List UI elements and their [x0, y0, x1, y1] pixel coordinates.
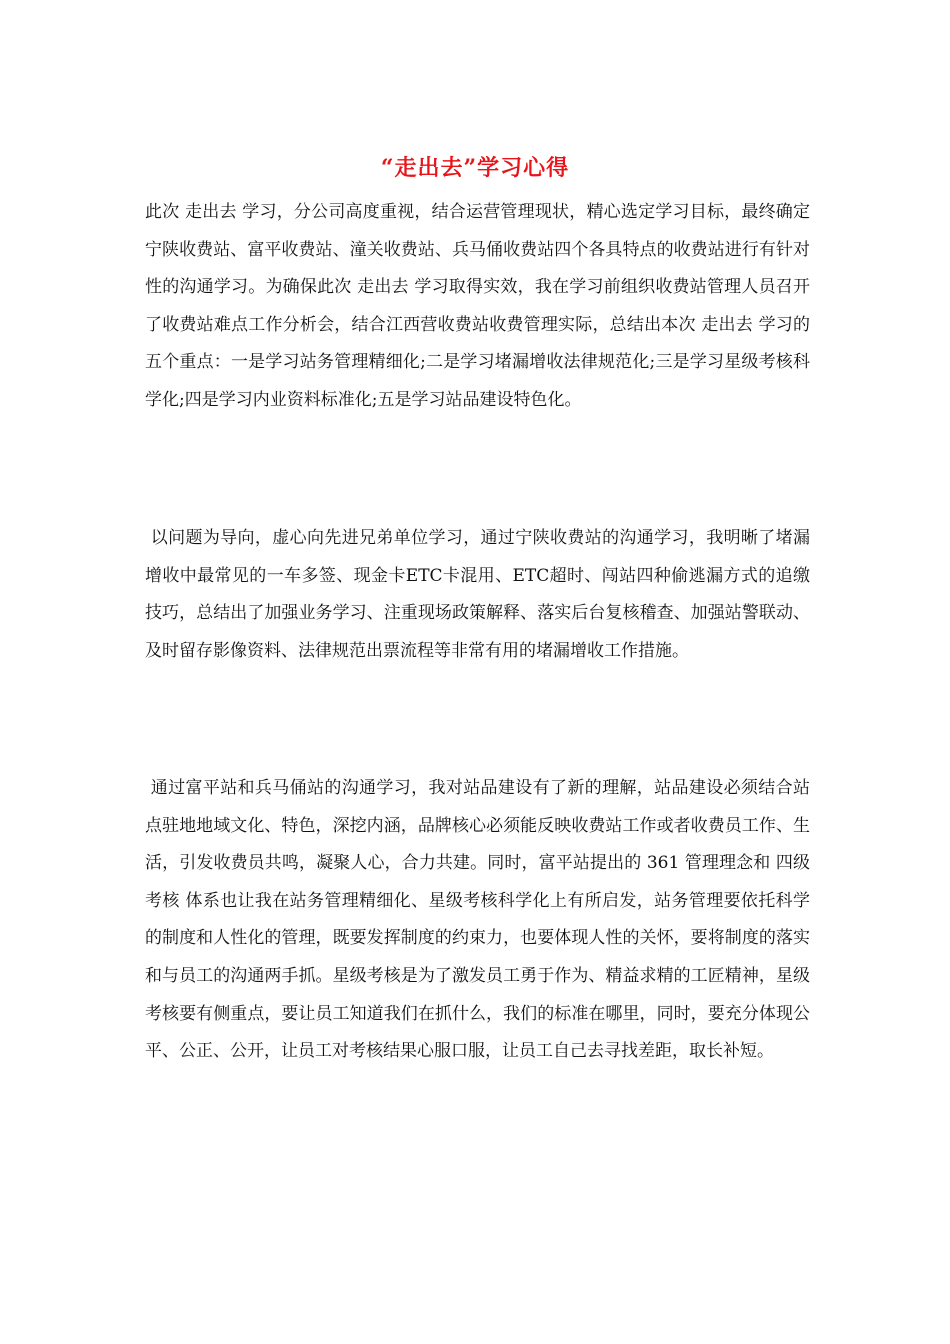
document-title: “走出去”学习心得: [380, 155, 570, 181]
paragraph-2: 以问题为导向，虚心向先进兄弟单位学习，通过宁陕收费站的沟通学习，我明晰了堵漏增收中最常见的一车多签、现金卡ETC卡混用、ETC超时、闯站四种偷逃漏方式的追缴技巧，总结出了加强业务学习、注重现场政策解释、落实后台复核稽查、加强站警联动、及时留存影像资料、法律规范出票流程等非常有用的堵漏增收工作措施。: [145, 528, 810, 661]
paragraph-1: 此次 走出去 学习，分公司高度重视，结合运营管理现状，精心选定学习目标，最终确定宁陕收费站、富平收费站、潼关收费站、兵马俑收费站四个各具特点的收费站进行有针对性的沟通学习。为确保此次 走出去 学习取得实效，我在学习前组织收费站管理人员召开了收费站难点工作分析会，结合江西营收费站收费管理实际，总结出本次 走出去 学习的五个重点：一是学习站务管理精细化;二是学习堵漏增收法律规范化;三是学习星级考核科学化;四是学习内业资料标准化;五是学习站品建设特色化。: [145, 202, 810, 410]
paragraph-3: 通过富平站和兵马俑站的沟通学习，我对站品建设有了新的理解，站品建设必须结合站点驻地地域文化、特色，深挖内涵，品牌核心必须能反映收费站工作或者收费员工作、生活，引发收费员共鸣，凝聚人心，合力共建。同时，富平站提出的 361 管理理念和 四级考核 体系也让我在站务管理精细化、星级考核科学化上有所启发，站务管理要依托科学的制度和人性化的管理，既要发挥制度的约束力，也要体现人性的关怀，要将制度的落实和与员工的沟通两手抓。星级考核是为了激发员工勇于作为、精益求精的工匠精神，星级考核要有侧重点，要让员工知道我们在抓什么，我们的标准在哪里，同时，要充分体现公平、公正、公开，让员工对考核结果心服口服，让员工自己去寻找差距，取长补短。: [145, 778, 810, 1062]
